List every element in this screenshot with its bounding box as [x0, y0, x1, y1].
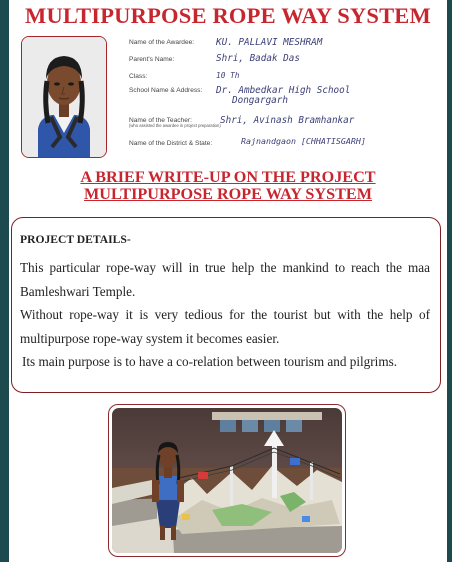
project-details-heading: PROJECT DETAILS- — [20, 233, 131, 246]
info-row-district — [129, 136, 444, 154]
model-photo-frame — [108, 404, 346, 557]
awardee-name-label: Name of the Awardee: — [129, 39, 195, 46]
details-paragraph-1: This particular rope-way will in true help the mankind to reach the maa Bamleshwari Temple. — [20, 260, 430, 299]
teacher-sublabel: (who assisted the awardee in project preparation) — [129, 123, 221, 128]
writeup-heading — [9, 169, 447, 203]
district-value: Rajnandgaon [CHHATISGARH] — [241, 136, 366, 146]
info-row-school — [129, 85, 444, 113]
school-value-line1: Dr. Ambedkar High School — [216, 85, 351, 96]
details-paragraph-3: Its main purpose is to have a co-relation between tourism and pilgrims. — [22, 354, 398, 370]
portrait-photo — [21, 36, 107, 158]
rope-way-model-photo — [112, 408, 342, 553]
teacher-value: Shri, Avinash Bramhankar — [220, 115, 355, 126]
info-row-class — [129, 70, 444, 86]
class-label: Class: — [129, 73, 148, 80]
right-border-rail — [447, 0, 452, 562]
writeup-heading-line1: A BRIEF WRITE-UP ON THE PROJECT — [80, 168, 376, 186]
portrait-illustration — [22, 37, 106, 157]
details-paragraph-2: Without rope-way it is very tedious for the tourist but with the help of multipurpose rope-way system it becomes easier. — [20, 307, 430, 346]
district-label: Name of the District & State: — [129, 140, 213, 147]
page-title: MULTIPURPOSE ROPE WAY SYSTEM — [25, 3, 431, 28]
info-row-teacher — [129, 116, 444, 134]
info-row-awardee — [129, 37, 444, 53]
project-details-box — [11, 217, 441, 393]
class-value: 10 Th — [216, 71, 240, 80]
left-border-rail — [0, 0, 9, 562]
project-details-text — [20, 256, 430, 374]
teacher-label: Name of the Teacher: — [129, 117, 192, 124]
writeup-heading-line2: MULTIPURPOSE ROPE WAY SYSTEM — [84, 185, 372, 203]
info-row-parent — [129, 53, 444, 69]
parent-name-value: Shri, Badak Das — [216, 53, 300, 64]
parent-name-label: Parent's Name: — [129, 56, 175, 63]
school-value-line2: Dongargarh — [232, 95, 288, 106]
school-label: School Name & Address: — [129, 87, 203, 94]
model-scene-illustration — [112, 408, 342, 553]
awardee-name-value: KU. PALLAVI MESHRAM — [216, 37, 323, 48]
